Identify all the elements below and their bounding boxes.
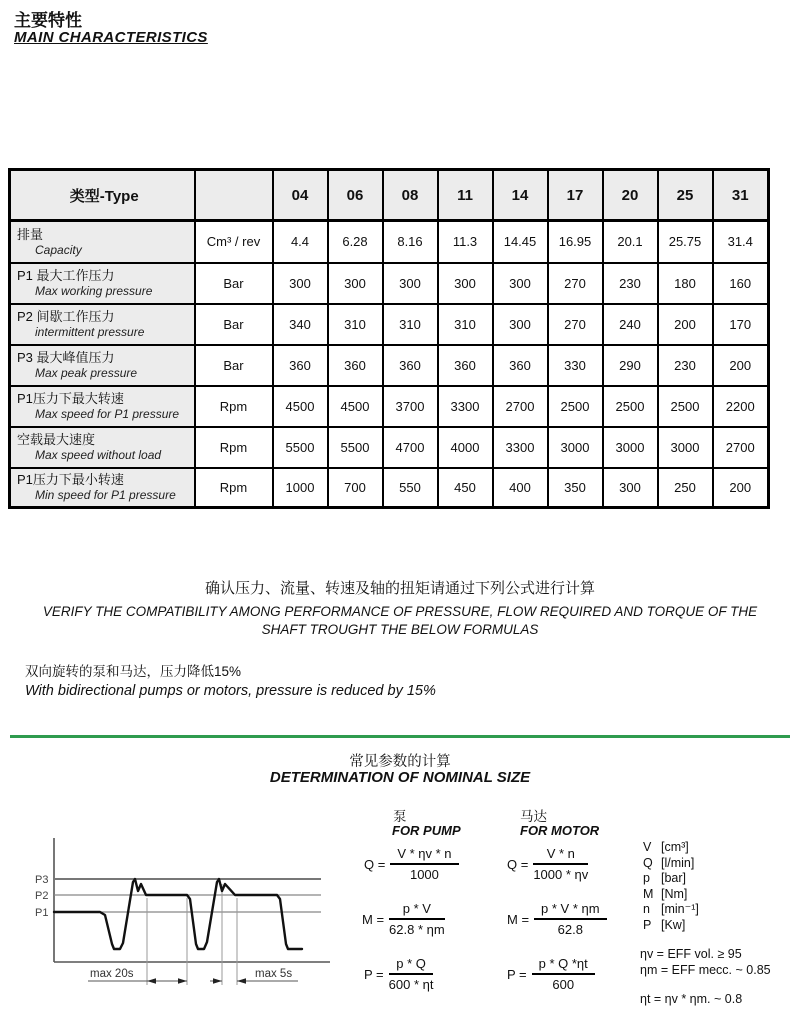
cell: 3700 [383,386,438,427]
row-label-en: Max speed for P1 pressure [35,407,180,421]
p-label: P = [507,966,527,982]
p1-label: P1 [35,907,49,919]
pressure-cycle-diagram [30,832,335,1004]
row-label-noload [10,427,195,468]
row-label-zh: P1压力下最小转速 [17,472,124,488]
cell: 180 [658,263,713,304]
cell: 3000 [658,427,713,468]
efficiency-notes [640,947,771,978]
legend-item [643,840,699,856]
row-label-zh: 排量 [17,226,44,242]
row-unit: Bar [195,263,273,304]
cell: 170 [713,304,769,345]
cell: 14.45 [493,221,548,263]
numerator: p * V * ηm [534,901,607,920]
legend-symbol: Q [643,855,653,870]
pump-header-en: FOR PUMP [392,823,461,838]
cell: 250 [658,468,713,508]
fraction [390,846,458,882]
arrow-right-20s [178,978,187,983]
cell: 2700 [713,427,769,468]
legend-symbol: V [643,840,652,854]
arrow-in-right-5s [237,978,246,983]
p-label: P = [364,966,384,982]
row-unit: Rpm [195,386,273,427]
table-row [10,427,769,468]
arrow-in-left-5s [213,978,222,983]
legend-item [643,918,699,934]
cell: 2700 [493,386,548,427]
cell: 5500 [273,427,328,468]
row-label-zh: P1压力下最大转速 [17,391,124,406]
header-col-04: 04 [273,170,328,221]
fraction [533,846,588,882]
cell: 350 [548,468,603,508]
eff-mecc-note: ηm = EFF mecc. ~ 0.85 [640,962,771,977]
verify-heading-zh: 确认压力、流量、转速及轴的扭矩请通过下列公式进行计算 [204,580,595,597]
table-row [10,221,769,263]
header-col-17: 17 [548,170,603,221]
denominator: 62.8 [557,922,583,937]
cell: 2500 [603,386,658,427]
row-label-maxspeed [10,386,195,427]
legend-unit: [l/min] [661,855,695,870]
numerator: V * ηv * n [390,846,458,865]
legend-unit: [Nm] [661,886,688,901]
row-label-zh: P2 间歇工作压力 [17,309,115,324]
cell: 270 [548,263,603,304]
cell: 5500 [328,427,383,468]
table-row [10,345,769,386]
legend-symbol: M [643,886,654,901]
header-col-06: 06 [328,170,383,221]
pump-flow-formula [364,846,459,882]
symbol-legend [643,840,699,933]
p2-label: P2 [35,890,49,902]
header-unit-blank [195,170,273,221]
cell: 300 [328,263,383,304]
max-5s-label: max 5s [255,968,293,980]
legend-symbol: p [643,871,650,885]
cell: 2500 [658,386,713,427]
legend-item [643,887,699,903]
row-label-p2 [10,304,195,345]
legend-symbol: P [643,917,652,932]
cell: 11.3 [438,221,493,263]
denominator: 1000 [409,867,439,882]
motor-flow-formula [507,846,588,882]
fraction [534,901,607,937]
legend-unit: [cm³] [661,840,689,854]
cell: 330 [548,345,603,386]
header-col-25: 25 [658,170,713,221]
cell: 300 [383,263,438,304]
numerator: p * V [389,901,445,920]
cell: 300 [493,263,548,304]
q-label: Q = [364,856,386,872]
row-label-minspeed [10,468,195,508]
row-unit: Cm³ / rev [195,221,273,263]
cell: 25.75 [658,221,713,263]
determination-heading-en: DETERMINATION OF NOMINAL SIZE [269,769,531,786]
cell: 160 [713,263,769,304]
denominator: 1000 * ηv [533,867,589,882]
cell: 270 [548,304,603,345]
row-label-en: Max speed without load [35,448,162,462]
denominator: 600 [552,977,575,992]
motor-header-en: FOR MOTOR [520,823,600,838]
cell: 3300 [438,386,493,427]
verify-heading-en-line2: SHAFT TROUGHT THE BELOW FORMULAS [261,622,539,637]
page-title-zh: 主要特性 [14,11,82,30]
cell: 230 [603,263,658,304]
legend-item [643,902,699,918]
cell: 450 [438,468,493,508]
motor-power-formula [507,956,595,992]
pump-header-zh: 泵 [393,809,407,824]
table-row [10,468,769,508]
row-label-p3 [10,345,195,386]
arrow-left-20s [147,978,156,983]
pump-power-formula [364,956,433,992]
table-row [10,263,769,304]
eff-total-note: ηt = ηv * ηm. ~ 0.8 [640,992,743,1006]
row-label-en: intermittent pressure [35,325,145,339]
cell: 550 [383,468,438,508]
cell: 4500 [328,386,383,427]
cell: 200 [713,345,769,386]
cell: 360 [273,345,328,386]
legend-unit: [min⁻¹] [661,902,699,916]
legend-item [643,856,699,872]
pump-torque-formula [362,901,445,937]
cell: 230 [658,345,713,386]
cell: 31.4 [713,221,769,263]
cell: 20.1 [603,221,658,263]
cell: 2500 [548,386,603,427]
determination-heading-zh: 常见参数的计算 [349,754,451,770]
table-row [10,386,769,427]
bidirectional-note-en: With bidirectional pumps or motors, pressure is reduced by 15% [25,683,436,699]
row-label-zh: P1 最大工作压力 [17,268,115,283]
cell: 700 [328,468,383,508]
cell: 300 [438,263,493,304]
header-type: 类型-Type [10,170,195,221]
cell: 310 [328,304,383,345]
extension-lines [147,884,237,985]
row-label-p1 [10,263,195,304]
cell: 400 [493,468,548,508]
numerator: p * Q *ηt [532,956,595,975]
row-label-en: Min speed for P1 pressure [35,488,176,503]
cell: 300 [273,263,328,304]
denominator: 62.8 * ηm [389,922,445,937]
verify-heading-en-line1: VERIFY THE COMPATIBILITY AMONG PERFORMANCE OF PRESSURE, FLOW REQUIRED AND TORQUE OF THE [42,604,758,619]
fraction [532,956,595,992]
cell: 3000 [548,427,603,468]
cell: 240 [603,304,658,345]
cell: 3000 [603,427,658,468]
cell: 340 [273,304,328,345]
bidirectional-note-zh: 双向旋转的泵和马达，压力降低15% [25,664,242,679]
cell: 3300 [493,427,548,468]
cell: 16.95 [548,221,603,263]
row-unit: Bar [195,304,273,345]
cell: 200 [713,468,769,508]
cell: 290 [603,345,658,386]
header-col-08: 08 [383,170,438,221]
motor-header-zh: 马达 [520,809,547,824]
cell: 360 [438,345,493,386]
pressure-curve [54,879,302,949]
header-col-14: 14 [493,170,548,221]
motor-torque-formula [507,901,607,937]
cell: 300 [493,304,548,345]
numerator: V * n [533,846,588,865]
row-label-en: Max working pressure [35,284,153,298]
row-unit: Rpm [195,468,273,508]
cell: 310 [438,304,493,345]
cell: 4500 [273,386,328,427]
row-unit: Bar [195,345,273,386]
page-title-en: MAIN CHARACTERISTICS [14,29,208,46]
section-divider [10,735,790,738]
table-header-row [10,170,769,221]
row-label-zh: 空载最大速度 [17,432,96,447]
row-label-en: Max peak pressure [35,366,138,380]
cell: 4000 [438,427,493,468]
numerator: p * Q [389,956,434,975]
m-label: M = [507,911,530,927]
cell: 6.28 [328,221,383,263]
cell: 4.4 [273,221,328,263]
legend-item [643,871,699,887]
cell: 200 [658,304,713,345]
denominator: 600 * ηt [388,977,434,992]
q-label: Q = [507,856,529,872]
max-20s-label: max 20s [90,968,134,980]
cell: 1000 [273,468,328,508]
cell: 300 [603,468,658,508]
fraction [389,956,434,992]
m-label: M = [362,911,385,927]
legend-unit: [Kw] [661,917,686,932]
row-label-en: Capacity [35,242,82,257]
header-col-20: 20 [603,170,658,221]
legend-unit: [bar] [661,871,687,885]
row-unit: Rpm [195,427,273,468]
eff-vol-note: ηv = EFF vol. ≥ 95 [640,947,742,961]
row-label-capacity [10,221,195,263]
header-col-11: 11 [438,170,493,221]
characteristics-table [8,168,770,509]
cell: 2200 [713,386,769,427]
legend-symbol: n [643,902,650,916]
cell: 310 [383,304,438,345]
cell: 360 [328,345,383,386]
table-row [10,304,769,345]
header-col-31: 31 [713,170,769,221]
cell: 8.16 [383,221,438,263]
cell: 360 [383,345,438,386]
p3-label: P3 [35,874,49,886]
cell: 360 [493,345,548,386]
fraction [389,901,445,937]
cell: 4700 [383,427,438,468]
row-label-zh: P3 最大峰值压力 [17,350,115,365]
